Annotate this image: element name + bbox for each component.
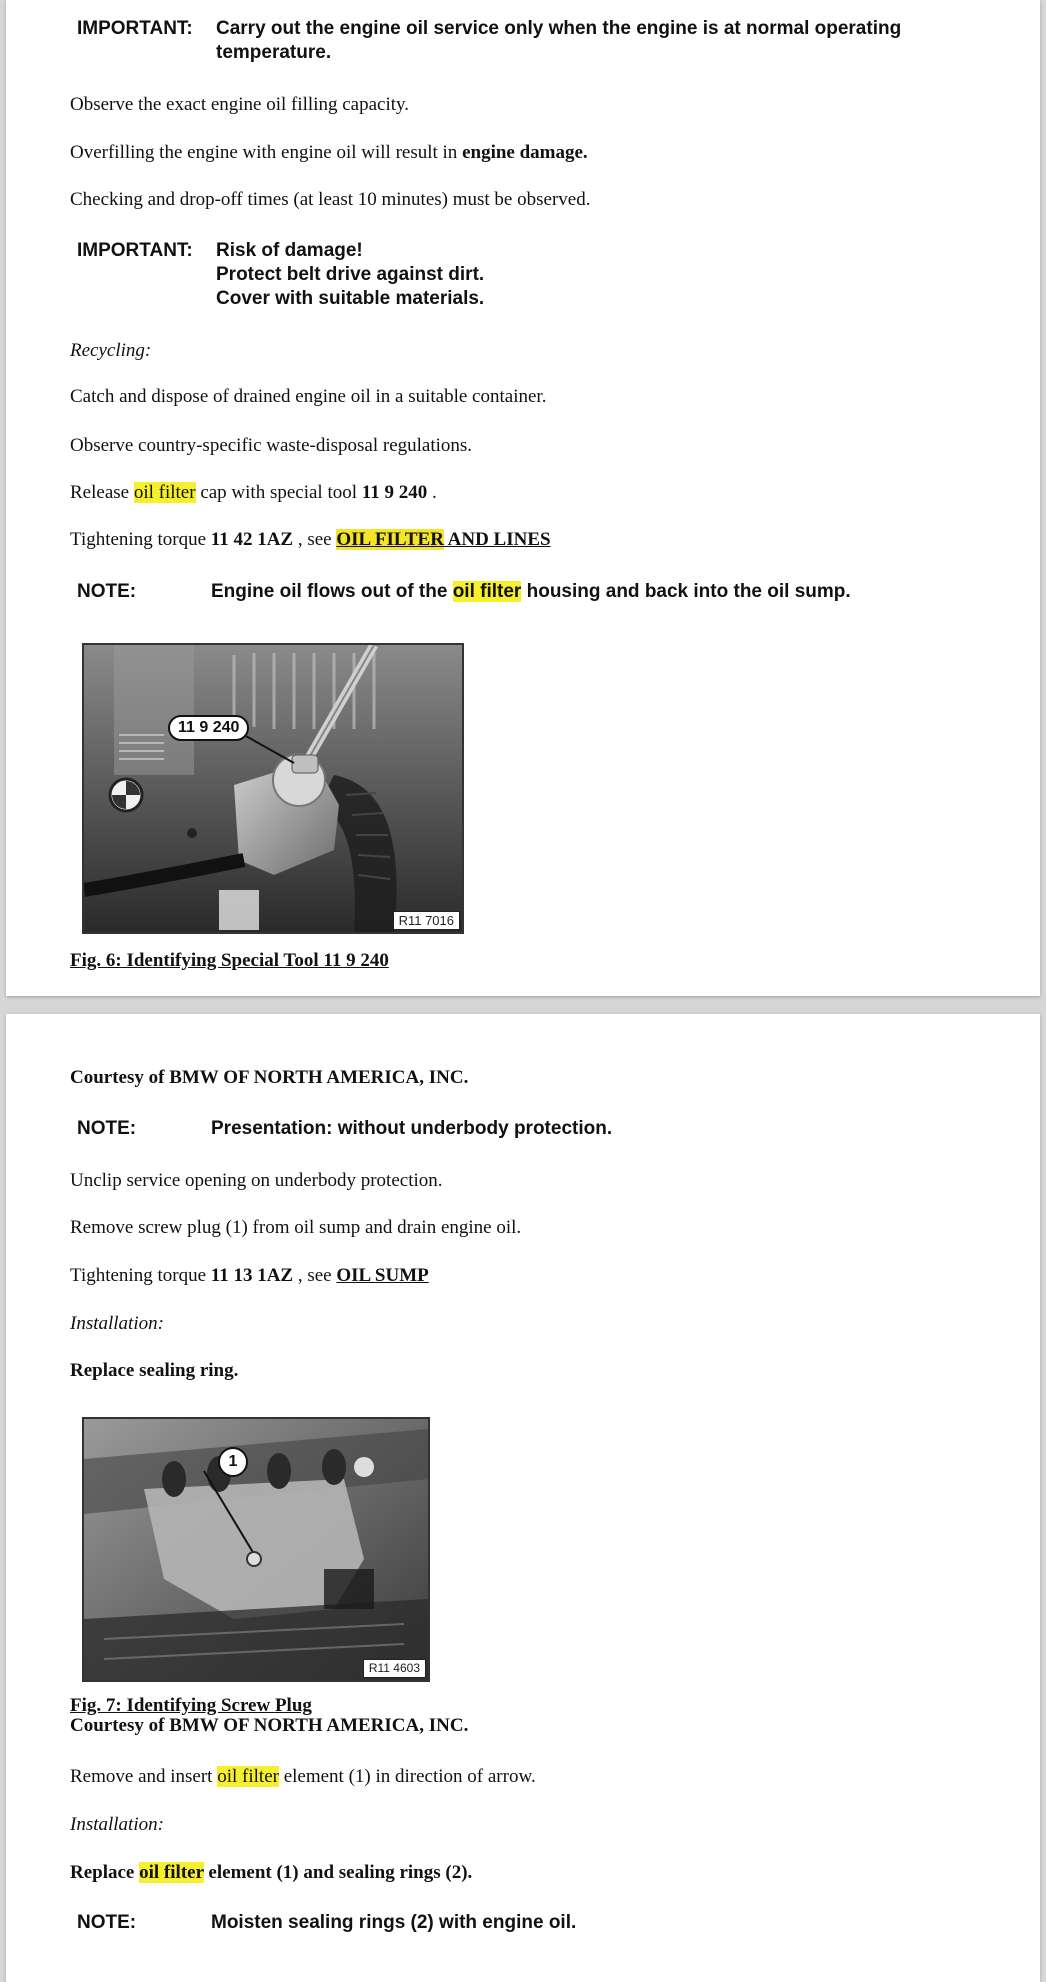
tool-number: 11 9 240: [361, 482, 428, 503]
text-run: Engine oil flows out of the: [211, 581, 453, 602]
note-label: NOTE:: [77, 1912, 137, 1933]
text-run: element (1) and sealing rings (2).: [203, 1862, 473, 1883]
text-run: cap with special tool: [195, 482, 362, 503]
text-run: , see: [293, 529, 337, 550]
highlight-oil-filter: oil filter: [217, 1766, 279, 1787]
important-label: IMPORTANT:: [77, 18, 193, 39]
note-label: NOTE:: [77, 1118, 137, 1139]
highlight-oil-filter: oil filter: [452, 581, 522, 602]
text-run: element (1) in direction of arrow.: [278, 1766, 536, 1787]
recycling-heading: Recycling:: [70, 340, 152, 361]
installation-heading: Installation:: [70, 1313, 164, 1334]
note-text: Moisten sealing rings (2) with engine oil.: [211, 1912, 577, 1933]
text-run: , see: [293, 1265, 337, 1286]
text-run: Overfilling the engine with engine oil will result in: [70, 142, 463, 163]
important2-line2: Protect belt drive against dirt.: [216, 264, 485, 285]
engine-bay-illustration: [84, 645, 462, 932]
important2-line3: Cover with suitable materials.: [216, 288, 485, 309]
note-text: [211, 580, 851, 604]
figure-code: R11 4603: [363, 1659, 426, 1678]
bold-run: engine damage.: [462, 142, 588, 163]
paragraph-release: [70, 481, 437, 505]
link-oil-sump[interactable]: OIL SUMP: [336, 1265, 429, 1286]
paragraph-catch: Catch and dispose of drained engine oil in a suitable container.: [70, 386, 547, 407]
text-run: Release: [70, 482, 134, 503]
text-run: Tightening torque: [70, 1265, 211, 1286]
important-text-line1: Carry out the engine oil service only when the engine is at normal operating: [216, 18, 902, 39]
text-run: .: [427, 482, 437, 503]
paragraph-remove-plug: Remove screw plug (1) from oil sump and drain engine oil.: [70, 1217, 522, 1238]
callout-number: 1: [218, 1447, 248, 1477]
figure-6-image: [82, 643, 464, 934]
link-oil-filter-and-lines[interactable]: [336, 529, 550, 550]
paragraph-replace-ring: Replace sealing ring.: [70, 1360, 239, 1381]
paragraph-replace-element: [70, 1861, 472, 1885]
paragraph-remove-element: [70, 1765, 536, 1789]
highlight-oil-filter: oil filter: [139, 1862, 204, 1883]
important2-line1: Risk of damage!: [216, 240, 363, 261]
paragraph-regulations: Observe country-specific waste-disposal regulations.: [70, 435, 473, 456]
important-label-2: IMPORTANT:: [77, 240, 193, 261]
figure-7-caption: Fig. 7: Identifying Screw Plug: [70, 1695, 312, 1716]
courtesy-line-2: Courtesy of BMW OF NORTH AMERICA, INC.: [70, 1715, 469, 1736]
figure-7-image: [82, 1417, 430, 1682]
highlight-oil-filter: OIL FILTER: [336, 529, 444, 550]
paragraph-capacity: Observe the exact engine oil filling capacity.: [70, 94, 410, 115]
text-run: Tightening torque: [70, 529, 211, 550]
text-run: Remove and insert: [70, 1766, 218, 1787]
note-label: NOTE:: [77, 581, 137, 602]
figure-6-caption: Fig. 6: Identifying Special Tool 11 9 240: [70, 950, 389, 971]
manual-page-2: [6, 1014, 1040, 1982]
torque-code: 11 42 1AZ: [210, 529, 294, 550]
tool-callout: 11 9 240: [168, 715, 249, 741]
highlight-oil-filter: oil filter: [133, 482, 196, 503]
text-run: housing and back into the oil sump.: [521, 581, 851, 602]
oil-sump-illustration: [84, 1419, 428, 1680]
manual-page-1: [6, 0, 1040, 996]
paragraph-overfill: [70, 141, 588, 165]
paragraph-times: Checking and drop-off times (at least 10 minutes) must be observed.: [70, 189, 591, 210]
text-run: Replace: [70, 1862, 140, 1883]
paragraph-unclip: Unclip service opening on underbody protection.: [70, 1170, 443, 1191]
important-text-line2: temperature.: [216, 42, 332, 63]
installation-heading-2: Installation:: [70, 1814, 164, 1835]
figure-code: R11 7016: [393, 911, 460, 930]
paragraph-torque-2: [70, 1264, 429, 1288]
link-rest: AND LINES: [443, 529, 551, 550]
note-text: Presentation: without underbody protection.: [211, 1118, 613, 1139]
torque-code: 11 13 1AZ: [210, 1265, 294, 1286]
courtesy-line: Courtesy of BMW OF NORTH AMERICA, INC.: [70, 1067, 469, 1088]
paragraph-torque: [70, 528, 551, 552]
